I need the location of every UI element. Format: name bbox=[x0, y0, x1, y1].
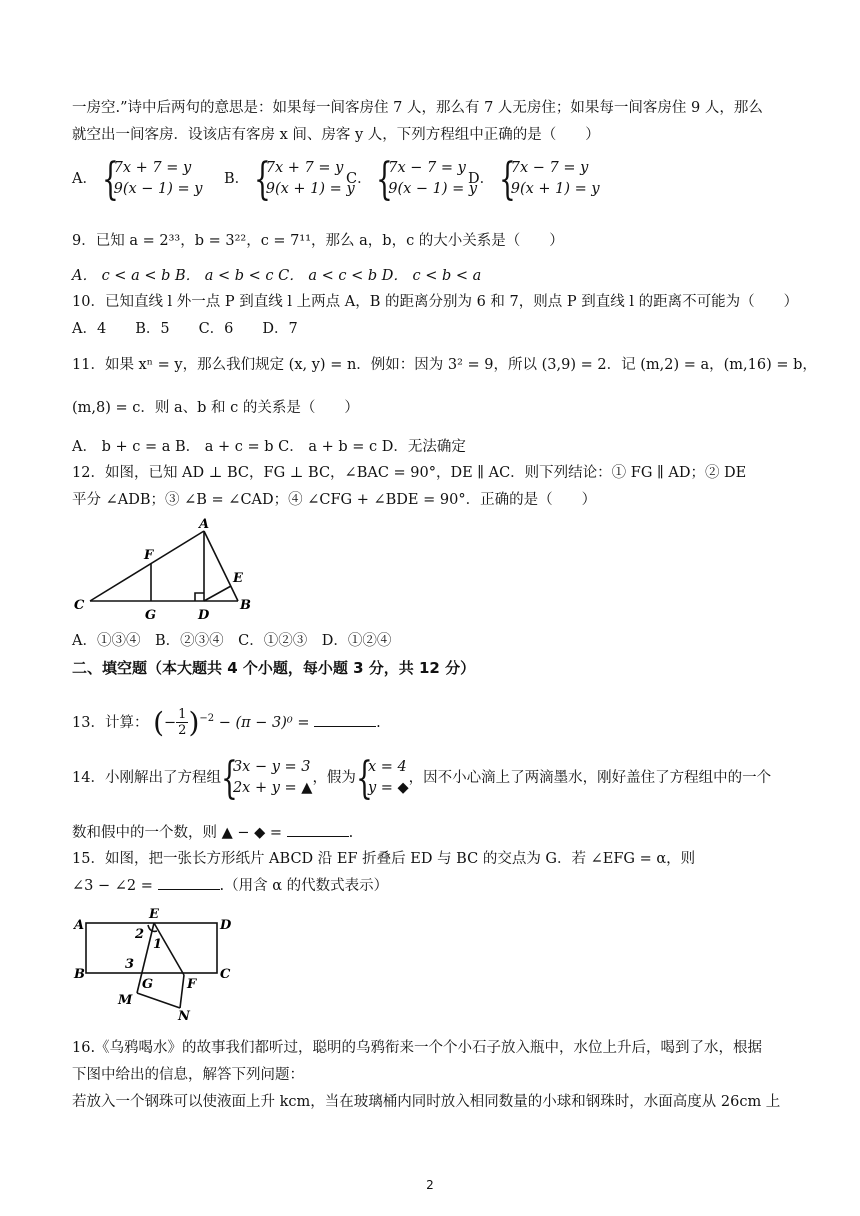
q15-answer-blank[interactable] bbox=[158, 875, 220, 890]
q15-folded-rectangle-figure bbox=[70, 902, 250, 1022]
q15-line1: 15．如图，把一张长方形纸片 ABCD 沿 EF 折叠后 ED 与 BC 的交点为 G．若 ∠EFG = α，则 bbox=[72, 851, 696, 867]
q13-line: 13．计算： (− $\frac{1}{2}$ )$^{-2}$ − (π − 3)⁰ = . bbox=[72, 705, 381, 739]
fig15-label-d: D bbox=[220, 918, 232, 933]
fig15-label-b: B bbox=[74, 967, 85, 982]
q16-line2: 下图中给出的信息，解答下列问题： bbox=[72, 1067, 304, 1083]
q8-line1: 一房空.”诗中后两句的意思是：如果每一间客房住 7 人，那么有 7 人无房住；如果每一间客房住 9 人，那么 bbox=[72, 100, 763, 116]
q10-options: A．4 B．5 C．6 D．7 bbox=[72, 321, 298, 337]
page-number: 2 bbox=[426, 1178, 434, 1192]
fig15-label-g: G bbox=[142, 977, 154, 992]
section-heading-fill-in: 二、填空题（本大题共 4 个小题，每小题 3 分，共 12 分） bbox=[72, 659, 476, 677]
q16-line1: 16.《乌鸦喝水》的故事我们都听过，聪明的乌鸦衔来一个个小石子放入瓶中，水位上升后，喝到了水，根据 bbox=[72, 1040, 763, 1056]
fig15-label-a: A bbox=[74, 918, 85, 933]
q16-line3: 若放入一个钢珠可以使液面上升 kcm，当在玻璃桶内同时放入相同数量的小球和钢珠时，水面高度从 26cm 上 bbox=[72, 1094, 781, 1110]
fig12-label-e: E bbox=[233, 571, 243, 586]
q14-line2: 数和假中的一个数，则 ▲ − ◆ = . bbox=[72, 822, 353, 843]
q10-stem: 10．已知直线 l 外一点 P 到直线 l 上两点 A，B 的距离分别为 6 和 7，则点 P 到直线 l 的距离不可能为（ ） bbox=[72, 294, 799, 310]
q12-line2: 平分 ∠ADB；③ ∠B = ∠CAD；④ ∠CFG + ∠BDE = 90°．正确的是（ ） bbox=[72, 492, 597, 508]
q8-option-a: A． { 7x + 7 = y 9(x − 1) = y bbox=[72, 154, 203, 205]
q12-triangle-figure bbox=[70, 515, 260, 625]
fig12-label-d: D bbox=[198, 608, 210, 623]
q14-answer-blank[interactable] bbox=[287, 822, 349, 837]
fig15-label-m: M bbox=[118, 993, 133, 1008]
fig15-label-f: F bbox=[187, 977, 197, 992]
fig15-label-2: 2 bbox=[135, 927, 145, 942]
q8-option-d: D． { 7x − 7 = y 9(x + 1) = y bbox=[468, 154, 600, 205]
q11-options: A． b + c = a B． a + c = b C． a + b = c D．无法确定 bbox=[72, 439, 466, 455]
q8-option-b: B． { 7x + 7 = y 9(x + 1) = y bbox=[224, 154, 355, 205]
fig12-label-g: G bbox=[145, 608, 157, 623]
fig12-label-a: A bbox=[199, 517, 210, 532]
q12-options: A．①③④ B．②③④ C．①②③ D．①②④ bbox=[72, 633, 392, 649]
q9-stem: 9．已知 a = 2³³，b = 3²²，c = 7¹¹，那么 a，b，c 的大小关系是（ ） bbox=[72, 233, 564, 249]
fig12-label-c: C bbox=[74, 598, 85, 613]
q13-answer-blank[interactable] bbox=[314, 712, 376, 727]
q15-line2: ∠3 − ∠2 = .（用含 α 的代数式表示） bbox=[72, 875, 388, 896]
q11-line2: (m,8) = c．则 a、b 和 c 的关系是（ ） bbox=[72, 400, 359, 416]
q12-line1: 12．如图，已知 AD ⊥ BC，FG ⊥ BC，∠BAC = 90°，DE ∥ AC．则下列结论：① FG ∥ AD；② DE bbox=[72, 465, 747, 481]
fig12-label-b: B bbox=[240, 598, 251, 613]
fig15-label-e: E bbox=[149, 907, 159, 922]
fig15-label-1: 1 bbox=[153, 937, 163, 952]
fig15-label-3: 3 bbox=[125, 957, 135, 972]
q8-option-c: C． { 7x − 7 = y 9(x − 1) = y bbox=[346, 154, 478, 205]
fig12-label-f: F bbox=[144, 548, 154, 563]
q8-line2: 就空出一间客房．设该店有客房 x 间、房客 y 人，下列方程组中正确的是（ ） bbox=[72, 127, 600, 143]
fig15-label-n: N bbox=[178, 1009, 190, 1022]
q14-line1: 14．小刚解出了方程组 { 3x − y = 3 2x + y = ▲ ，假为 { x = 4 y = ◆ ，因不小心滴上了两滴墨水，刚好盖住了方程组中的一个 bbox=[72, 753, 772, 804]
q11-line1: 11．如果 xⁿ = y，那么我们规定 (x, y) = n．例如：因为 3² = 9，所以 (3,9) = 2．记 (m,2) = a，(m,16) = b， bbox=[72, 357, 817, 373]
fig15-label-c: C bbox=[220, 967, 231, 982]
q9-options: A． c < a < b B． a < b < c C． a < c < b D． c < b < a bbox=[72, 268, 482, 284]
